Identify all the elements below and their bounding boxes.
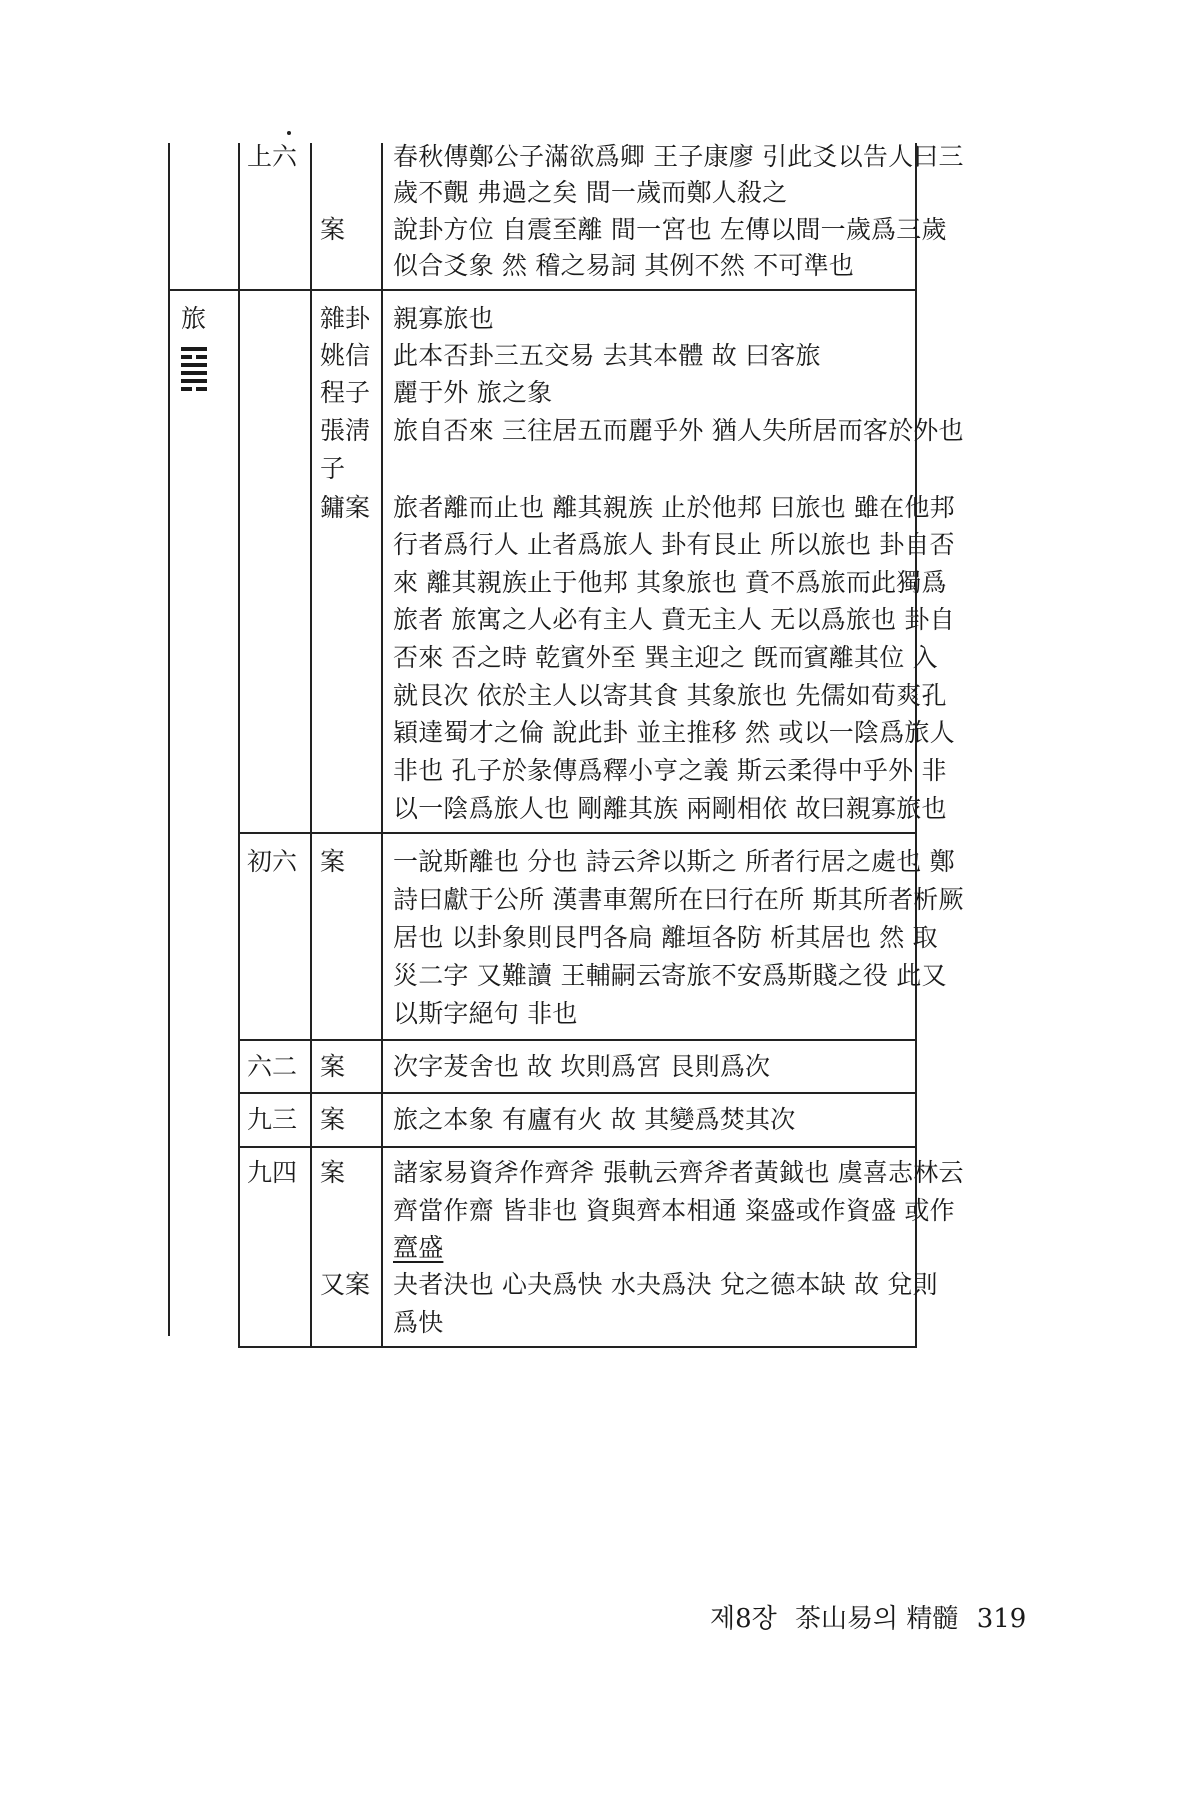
label-column-rule bbox=[310, 143, 312, 1348]
ink-dot bbox=[287, 131, 291, 135]
commentary-line: 一說斯離也 分也 詩云斧以斯之 所者行居之處也 鄭 bbox=[393, 847, 955, 876]
commentary-line: 齊當作齋 皆非也 資與齊本相通 粢盛或作資盛 或作 bbox=[393, 1196, 955, 1225]
page-footer bbox=[710, 1598, 1036, 1635]
commentary-label: 案 bbox=[320, 1052, 346, 1081]
commentary-line: 旅者離而止也 離其親族 止於他邦 曰旅也 雖在他邦 bbox=[393, 493, 955, 522]
row-divider bbox=[238, 1146, 917, 1148]
commentary-line: 此本否卦三五交易 去其本體 故 曰客旅 bbox=[393, 341, 821, 370]
commentary-line: 以一陰爲旅人也 剛離其族 兩剛相依 故曰親寡旅也 bbox=[393, 794, 947, 823]
text-column-rule bbox=[381, 143, 383, 1348]
commentary-line: 諸家易資斧作齊斧 張軌云齊斧者黃鉞也 虞喜志林云 bbox=[393, 1158, 964, 1187]
position-label: 上六 bbox=[247, 142, 298, 171]
commentary-line: 詩曰獻于公所 漢書車駕所在曰行在所 斯其所者析厥 bbox=[393, 885, 964, 914]
source-label: 程子 bbox=[320, 378, 371, 407]
position-label: 六二 bbox=[247, 1052, 298, 1081]
commentary-line: 以斯字絕句 非也 bbox=[393, 999, 578, 1028]
commentary-label: 案 bbox=[320, 847, 346, 876]
source-label: 姚信 bbox=[320, 341, 371, 370]
commentary-line: 春秋傳鄭公子滿欲爲卿 王子康廖 引此爻以告人曰三 bbox=[393, 142, 964, 171]
position-column-rule bbox=[238, 143, 240, 1348]
commentary-label: 案 bbox=[320, 1158, 346, 1187]
commentary-line: 穎達蜀才之倫 說此卦 並主推移 然 或以一陰爲旅人 bbox=[393, 718, 955, 747]
commentary-label: 案 bbox=[320, 215, 346, 244]
commentary-line: 就艮次 依於主人以寄其食 其象旅也 先儒如荀爽孔 bbox=[393, 681, 947, 710]
commentary-line: 說卦方位 自震至離 間一宮也 左傳以間一歲爲三歲 bbox=[393, 215, 947, 244]
chapter-label: 제8장 bbox=[710, 1604, 777, 1634]
position-label: 九三 bbox=[247, 1105, 298, 1134]
commentary-label: 又案 bbox=[320, 1270, 371, 1299]
row-divider bbox=[238, 832, 917, 834]
commentary-line: 來 離其親族止于他邦 其象旅也 賁不爲旅而此獨爲 bbox=[393, 568, 947, 597]
source-label: 張淸 bbox=[320, 416, 371, 445]
source-label: 雜卦 bbox=[320, 304, 371, 333]
table-left-rule bbox=[168, 143, 170, 1336]
hexagram-symbol-icon bbox=[181, 347, 207, 389]
commentary-line: 居也 以卦象則艮門各扃 離垣各防 析其居也 然 取 bbox=[393, 923, 938, 952]
commentary-line: 次字茇舍也 故 坎則爲宮 艮則爲次 bbox=[393, 1052, 771, 1081]
row-divider bbox=[238, 1092, 917, 1094]
position-label: 初六 bbox=[247, 847, 298, 876]
commentary-line: 爲快 bbox=[393, 1308, 444, 1337]
chapter-title: 茶山易의 精髓 bbox=[795, 1604, 959, 1634]
commentary-line: 行者爲行人 止者爲旅人 卦有艮止 所以旅也 卦自否 bbox=[393, 530, 955, 559]
commentary-line: 似合爻象 然 稽之易詞 其例不然 不可準也 bbox=[393, 251, 854, 280]
hexagram-name: 旅 bbox=[181, 304, 207, 333]
commentary-line: 麗于外 旅之象 bbox=[393, 378, 553, 407]
commentary-line: 旅者 旅寓之人必有主人 賁无主人 无以爲旅也 卦自 bbox=[393, 605, 955, 634]
commentary-line: 旅自否來 三往居五而麗乎外 猶人失所居而客於外也 bbox=[393, 416, 964, 445]
commentary-line: 旅之本象 有廬有火 故 其變爲焚其次 bbox=[393, 1105, 796, 1134]
row-divider bbox=[168, 289, 917, 291]
commentary-label: 案 bbox=[320, 1105, 346, 1134]
commentary-line: 災二字 又難讀 王輔嗣云寄旅不安爲斯賤之役 此又 bbox=[393, 961, 947, 990]
source-label: 子 bbox=[320, 454, 346, 483]
row-divider bbox=[238, 1039, 917, 1041]
commentary-line: 歲不覿 弗過之矣 間一歲而鄭人殺之 bbox=[393, 178, 788, 207]
table-bottom-rule bbox=[238, 1346, 917, 1348]
commentary-line-underlined: 齍盛 bbox=[393, 1233, 444, 1262]
position-label: 九四 bbox=[247, 1158, 298, 1187]
commentary-line: 夬者決也 心夬爲快 水夬爲決 兌之德本缺 故 兌則 bbox=[393, 1270, 938, 1299]
commentary-line: 否來 否之時 乾賓外至 巽主迎之 旣而賓離其位 入 bbox=[393, 643, 938, 672]
commentary-line: 親寡旅也 bbox=[393, 304, 494, 333]
commentary-line: 非也 孔子於彖傳爲釋小亨之義 斯云柔得中乎外 非 bbox=[393, 756, 947, 785]
source-label: 鏞案 bbox=[320, 493, 371, 522]
page-number: 319 bbox=[976, 1604, 1027, 1634]
